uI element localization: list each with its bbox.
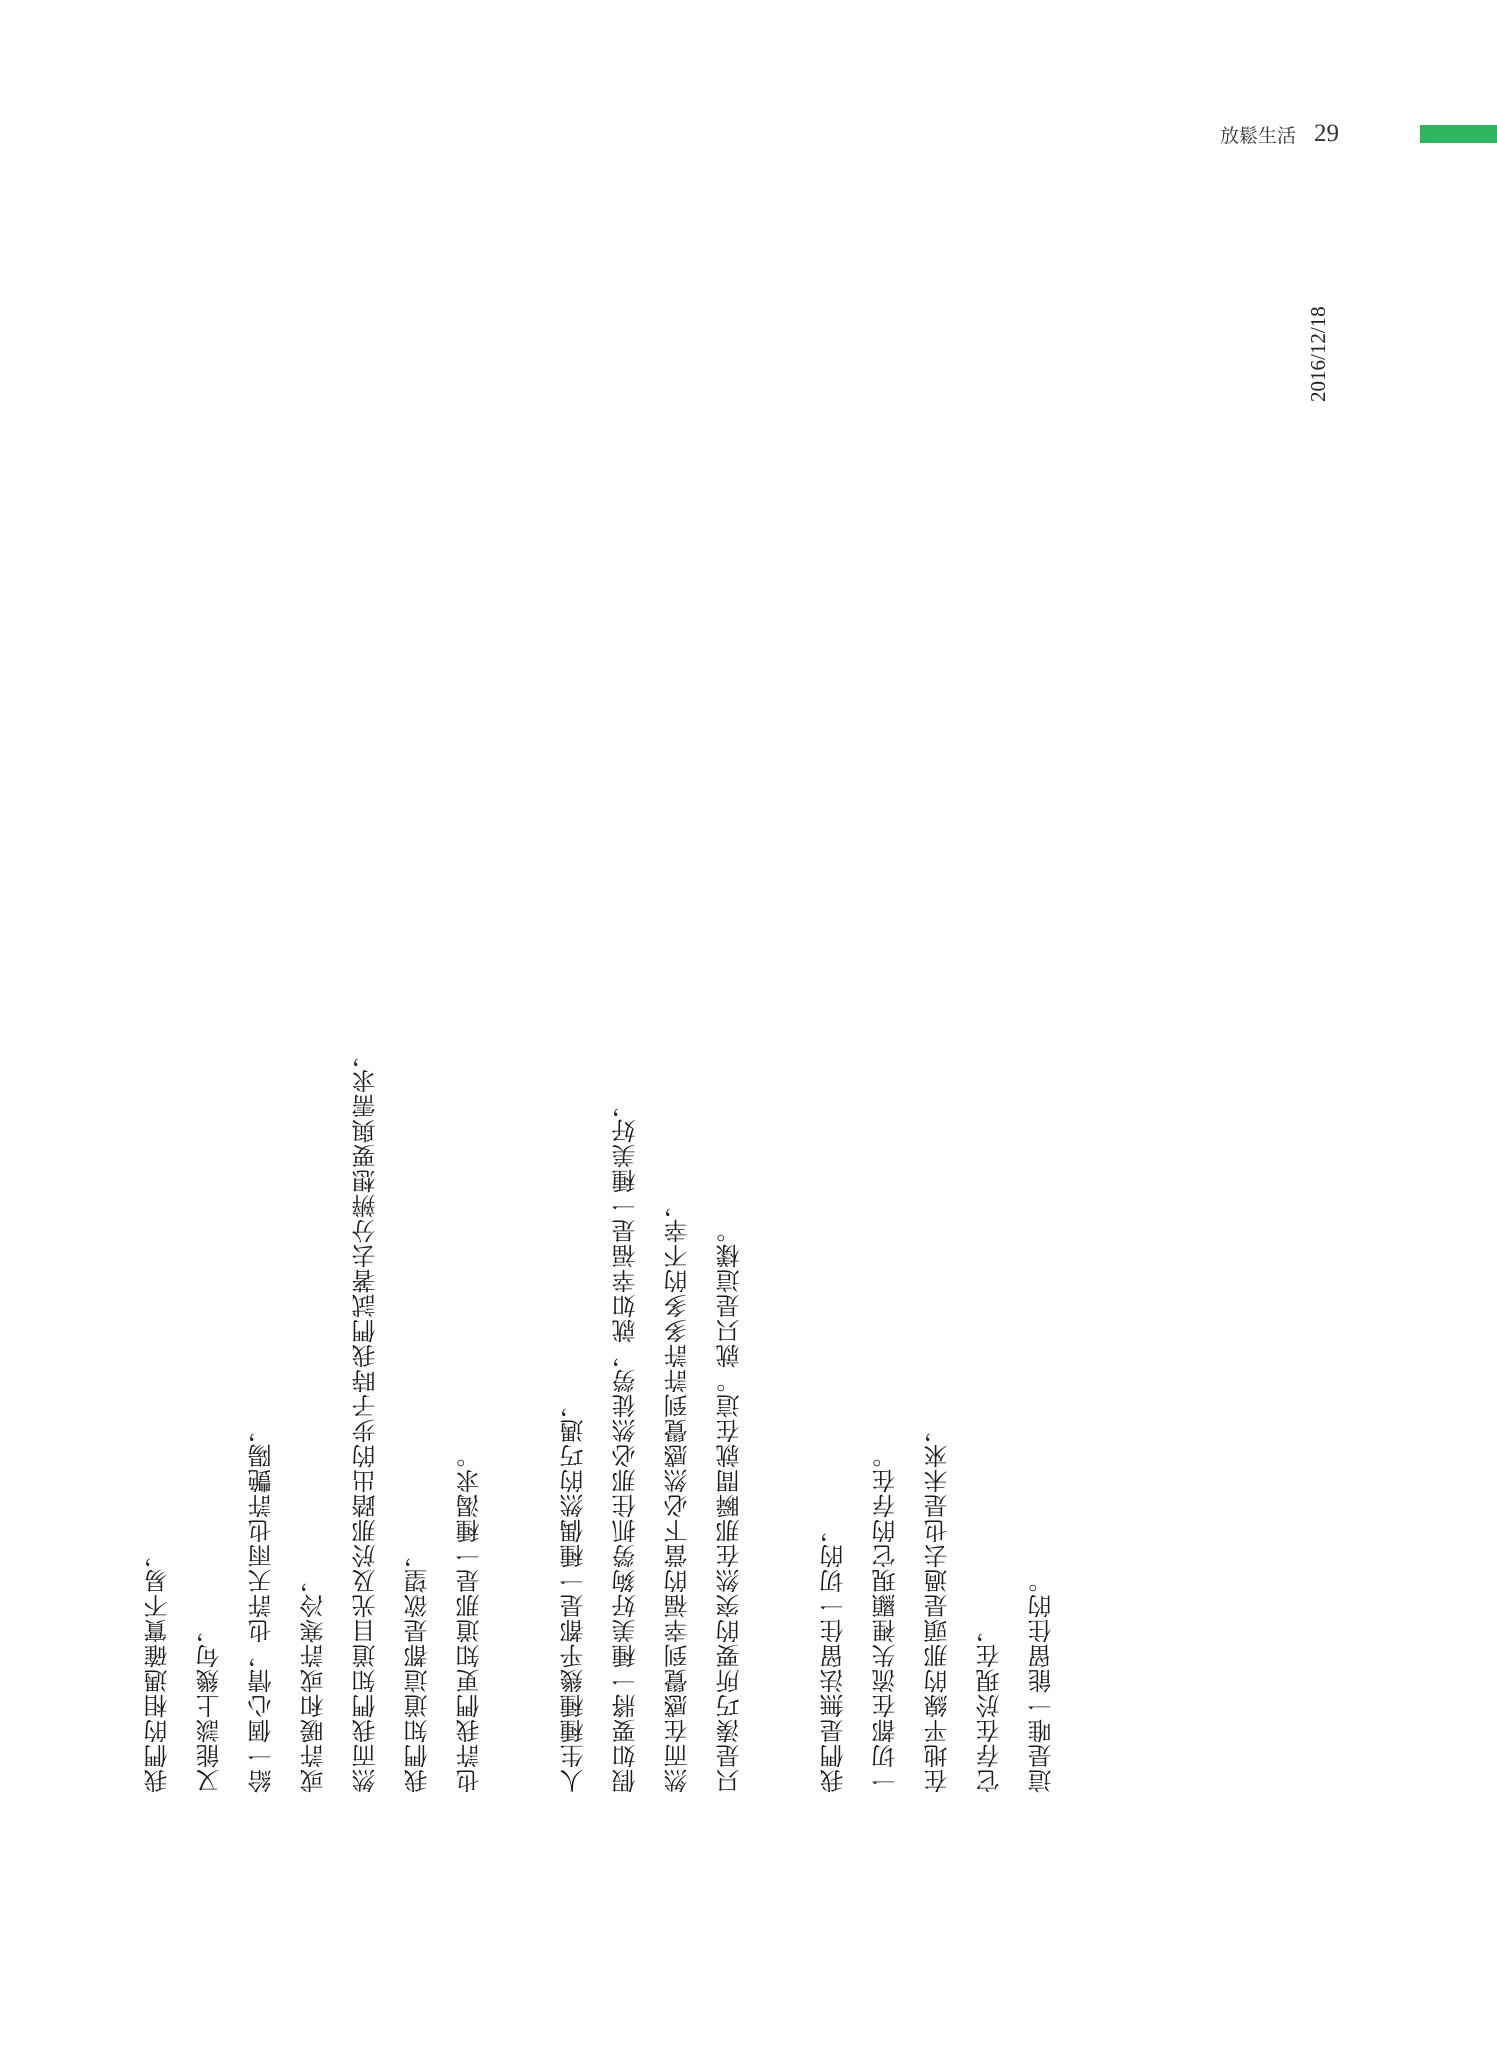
poem-line: 我們的相遇確實不易， bbox=[144, 1543, 172, 1793]
poem-line: 它存在於現在， bbox=[976, 1618, 1004, 1793]
section-title: 放鬆生活 bbox=[1220, 124, 1297, 147]
accent-bar bbox=[1420, 125, 1497, 143]
poem-line: 也許我們更知道那是一種渴求。 bbox=[456, 1443, 484, 1793]
poem-line: 假如要將一種美好夠勞抓住那必然徒勞，就如幸福是一種美好， bbox=[612, 1093, 640, 1793]
poem-line: 我們是無法留住一切的， bbox=[820, 1518, 848, 1793]
poem-line: 這是唯一能留住的。 bbox=[1028, 1568, 1056, 1793]
poem-line: 給一個心情，也許天雨也許艷陽， bbox=[248, 1418, 276, 1793]
entry-date: 2016/12/18 bbox=[1306, 306, 1330, 402]
poem-line: 人生種種幾乎都是一種偶然的巧遇， bbox=[560, 1393, 588, 1793]
running-header bbox=[1220, 118, 1339, 150]
poem-line: 我們知道這都是欲望， bbox=[404, 1543, 432, 1793]
poem-line: 只是湊巧所要的突然在那瞬間就在這。就只是這樣。 bbox=[716, 1218, 744, 1793]
poem-line: 或許暖和或許寒冷， bbox=[300, 1568, 328, 1793]
poem-line: 又能談上幾句， bbox=[196, 1618, 224, 1793]
page-number: 29 bbox=[1314, 120, 1340, 147]
poem-line: 在地平線的那頭是過去也是未來， bbox=[924, 1418, 952, 1793]
poem-line: 然而在感覺到幸福的當下必然感覺到許許多多的不幸， bbox=[664, 1193, 692, 1793]
poem-line: 然而我們知道目光及於那踏出的步子時我們試著去分辨想要與需求， bbox=[352, 1043, 380, 1793]
poem-line: 一切都在流失裡顯現它的存在。 bbox=[872, 1443, 900, 1793]
